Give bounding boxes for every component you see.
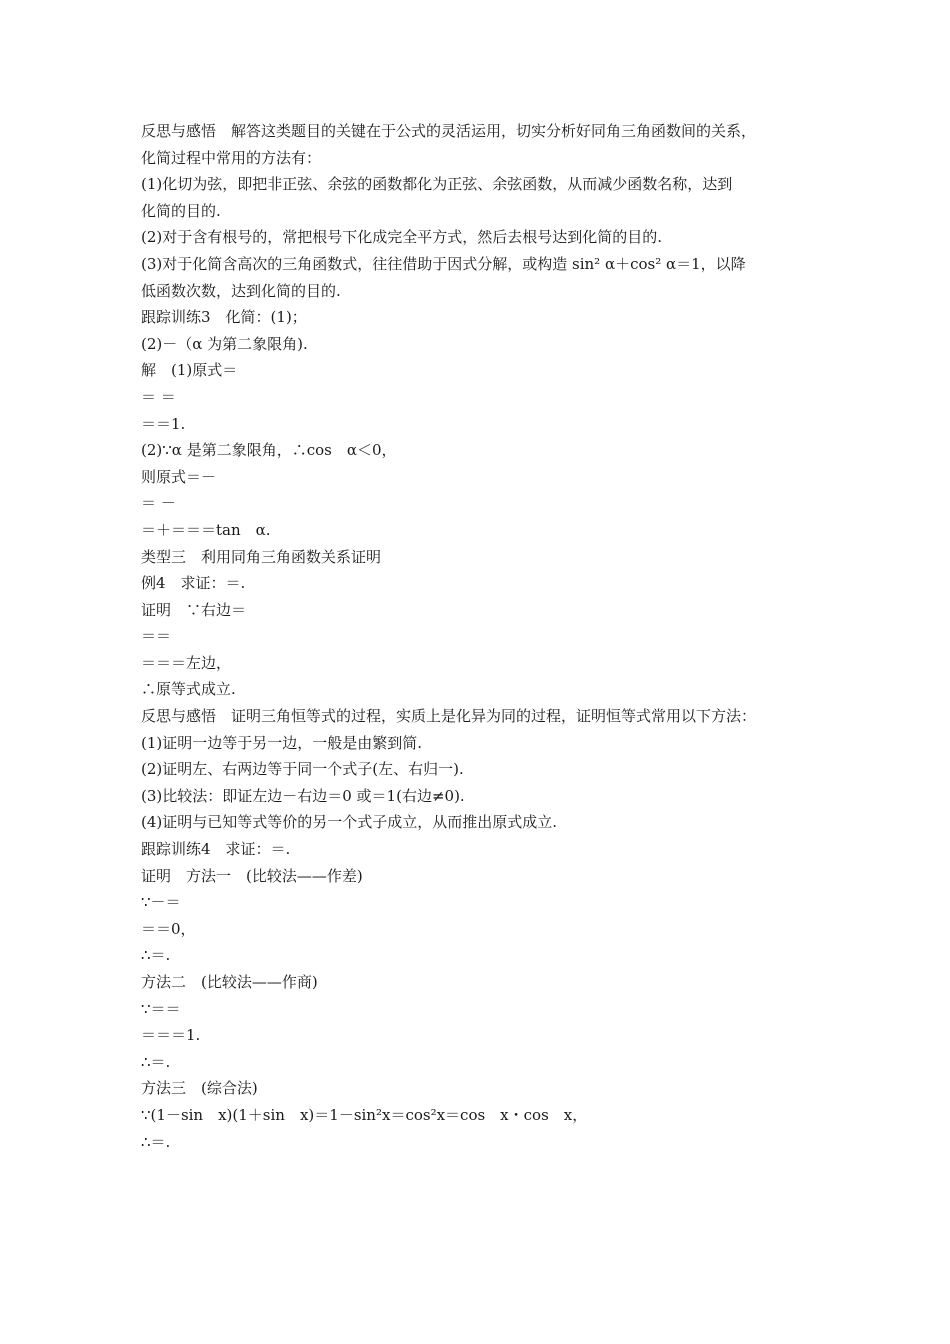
text-line: ∴＝. <box>141 946 171 965</box>
text-line: ＝＋＝＝＝tan α. <box>141 520 271 539</box>
text-line: ＝＝＝1. <box>141 1026 201 1045</box>
text-line: (3)对于化简含高次的三角函数式，往往借助于因式分解，或构造 sin² α＋cos² α＝1，以降 <box>141 254 746 273</box>
text-line: 解 (1)原式＝ <box>141 361 238 380</box>
text-line: 跟踪训练3 化简：(1)； <box>141 308 307 327</box>
text-line: 例4 求证：＝. <box>141 574 246 593</box>
text-line: ∴＝. <box>141 1132 171 1151</box>
text-line: 反思与感悟 证明三角恒等式的过程，实质上是化异为同的过程，证明恒等式常用以下方法： <box>141 707 757 726</box>
text-line: ＝＝1. <box>141 414 186 433</box>
text-line: (1)证明一边等于另一边，一般是由繁到简. <box>141 733 423 752</box>
text-line: 跟踪训练4 求证：＝. <box>141 840 291 859</box>
text-line: ∵－＝ <box>141 893 181 912</box>
text-line: ＝ － <box>141 494 176 513</box>
text-line: (2)证明左、右两边等于同一个式子(左、右归一). <box>141 760 464 779</box>
text-line: 反思与感悟 解答这类题目的关键在于公式的灵活运用，切实分析好同角三角函数间的关系， <box>141 122 757 140</box>
text-line: 化简的目的. <box>141 201 221 220</box>
text-line: ∴＝. <box>141 1052 171 1071</box>
text-line: (4)证明与已知等式等价的另一个式子成立，从而推出原式成立. <box>141 813 558 832</box>
text-line: (2)对于含有根号的，常把根号下化成完全平方式，然后去根号达到化简的目的. <box>141 228 663 247</box>
text-line: 方法三 (综合法) <box>141 1079 258 1098</box>
section-heading: 类型三 利用同角三角函数关系证明 <box>141 547 382 566</box>
text-line: 化简过程中常用的方法有： <box>141 148 322 167</box>
text-line: (1)化切为弦，即把非正弦、余弦的函数都化为正弦、余弦函数，从而减少函数名称，达到 <box>141 175 733 194</box>
text-line: ∵(1－sin x)(1＋sin x)＝1－sin²x＝cos²x＝cos x・cos x， <box>141 1105 588 1124</box>
text-line: 低函数次数，达到化简的目的. <box>141 281 341 300</box>
document-body <box>141 118 821 1155</box>
text-line: (2)∵α 是第二象限角，∴cos α＜0， <box>141 441 397 460</box>
text-line: ＝＝＝左边， <box>141 653 232 672</box>
text-line: ∵＝＝ <box>141 999 181 1018</box>
text-line: 证明 ∵右边＝ <box>141 600 247 619</box>
text-line: 则原式＝－ <box>141 467 217 486</box>
text-line: (2)－（α 为第二象限角). <box>141 334 308 353</box>
text-line: 证明 方法一 (比较法——作差) <box>141 866 363 885</box>
text-line: ＝＝ <box>141 627 172 646</box>
text-line: ＝ ＝ <box>141 387 176 406</box>
text-line: 方法二 (比较法——作商) <box>141 973 318 991</box>
text-line: ＝＝0， <box>141 919 196 938</box>
text-line: (3)比较法：即证左边－右边＝0 或＝1(右边≠0). <box>141 786 465 805</box>
text-line: ∴原等式成立. <box>141 680 236 699</box>
